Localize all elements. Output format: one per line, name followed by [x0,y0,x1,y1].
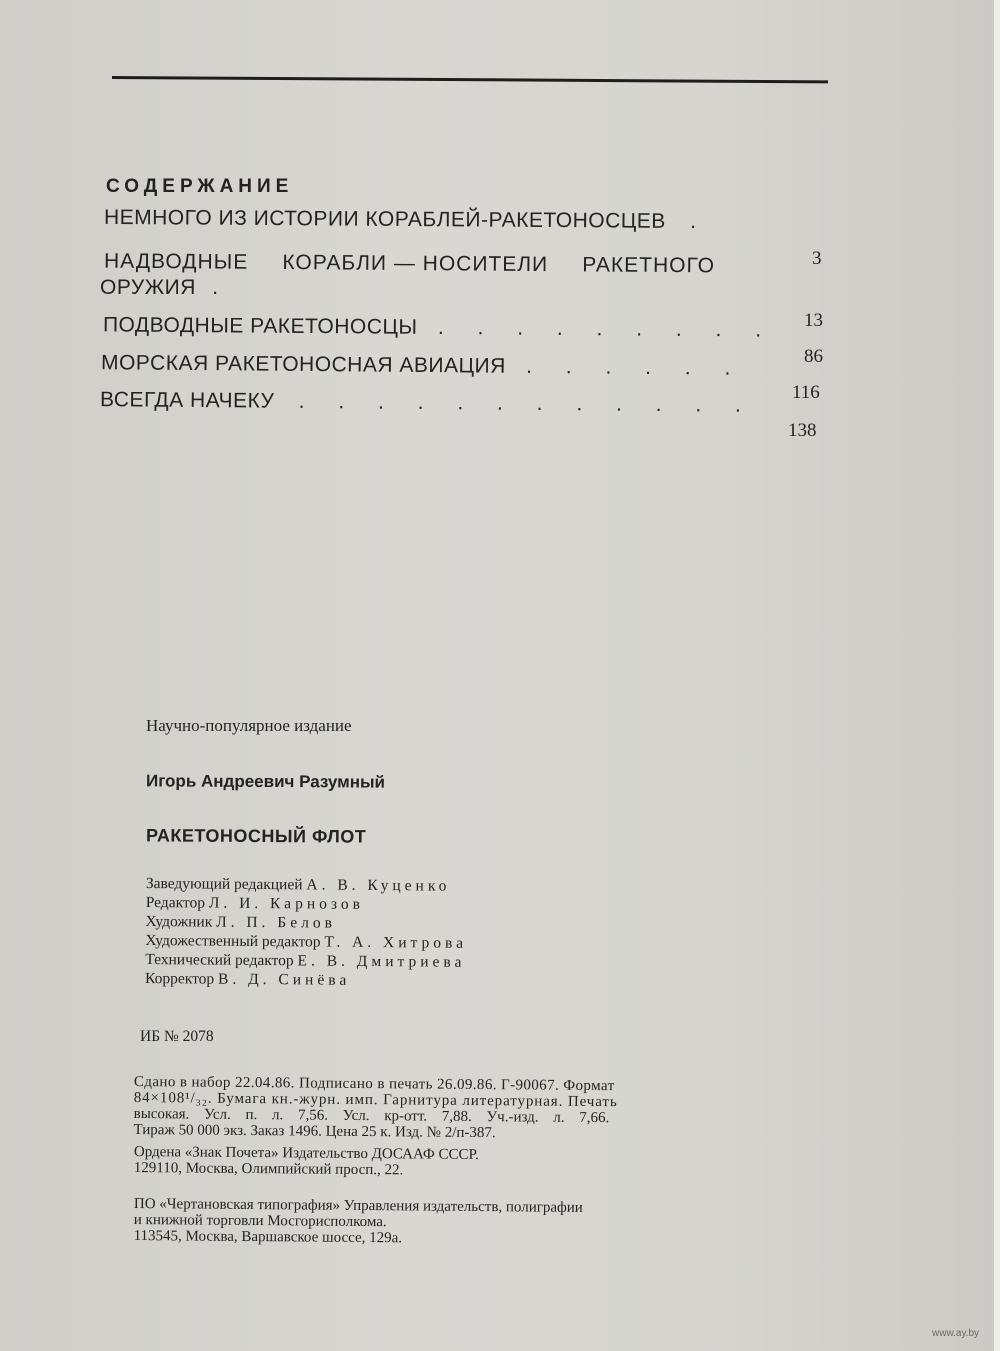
toc-entry-5 [100,388,755,418]
toc-entry-dots: . . . . . . [526,354,745,380]
book-title: РАКЕТОНОСНЫЙ ФЛОТ [145,825,367,847]
toc-entry-title: ПОДВОДНЫЕ РАКЕТОНОСЦЫ [102,313,418,339]
toc-entry-dots: . [690,209,711,234]
toc-entry-title: ВСЕГДА НАЧЕКУ [99,388,275,413]
credit-line: Художественный редактор Т. А. Хитрова [145,931,468,952]
credits-list [145,874,468,991]
toc-entry-title: НЕМНОГО ИЗ ИСТОРИИ КОРАБЛЕЙ-РАКЕТОНОСЦЕВ [103,205,666,233]
toc-entry-1 [104,206,710,234]
top-rule [112,76,828,83]
credit-line: Художник Л. П. Белов [145,912,337,932]
toc-entry-page: 86 [804,346,823,367]
publisher-details [134,1144,818,1182]
toc-entry-dots: . . . . . . . . . . . . [298,389,755,417]
credit-line: Заведующий редакцией А. В. Куценко [145,874,451,895]
print-line: 84×108¹/₃₂. Бумага кн.-журн. имп. Гарнитура литературная. Печать [133,1089,618,1111]
publisher-line: Ордена «Знак Почета» Издательство ДОСААФ СССР. [133,1144,479,1164]
toc-entry-2 [104,250,715,279]
publisher-line: 129110, Москва, Олимпийский просп., 22. [133,1159,404,1179]
toc-entry-2-cont [100,276,232,300]
toc-entry-page: 13 [804,310,823,331]
print-line: Тираж 50 000 экз. Заказ 1496. Цена 25 к. Изд. № 2/п-387. [133,1121,496,1142]
watermark: www.ay.by [932,1328,980,1339]
toc-entry-page: 138 [788,420,817,441]
toc-entry-title-cont: ОРУЖИЯ [100,276,196,299]
print-line: Сдано в набор 22.04.86. Подписано в печать 26.09.86. Г-90067. Формат [133,1074,615,1095]
toc-entry-3 [103,313,775,342]
toc-heading: СОДЕРЖАНИЕ [106,176,294,197]
toc-entry-4 [101,351,745,381]
printer-details [134,1196,818,1250]
printer-line: и книжной торговли Мосгорисполкома. [133,1211,387,1231]
credit-line: Корректор В. Д. Синёва [145,969,351,989]
ib-number: ИБ № 2078 [140,1028,214,1045]
page-edge [994,0,1000,1351]
printer-line: 113545, Москва, Варшавское шоссе, 129а. [133,1227,403,1247]
printer-line: ПО «Чертановская типография» Управления издательств, полиграфии [133,1196,583,1216]
edition-type: Научно-популярное издание [146,716,352,735]
print-details [133,1074,818,1144]
toc-entry-dots: . . . . . . . . . [437,315,776,342]
credit-line: Редактор Л. И. Карнозов [145,893,365,913]
toc-entry-title: МОРСКАЯ РАКЕТОНОСНАЯ АВИАЦИЯ [100,351,506,378]
print-line: высокая. Усл. п. л. 7,56. Усл. кр-отт. 7,88. Уч.-изд. л. 7,66. [133,1105,610,1127]
book-author: Игорь Андреевич Разумный [145,771,386,792]
toc-entry-page: 116 [792,382,820,403]
credit-line: Технический редактор Е. В. Дмитриева [145,950,466,971]
toc-entry-title: НАДВОДНЫЕ КОРАБЛИ — НОСИТЕЛИ РАКЕТНОГО [103,249,716,278]
toc-entry-dots: . [212,276,233,299]
toc-entry-page: 3 [812,248,822,269]
